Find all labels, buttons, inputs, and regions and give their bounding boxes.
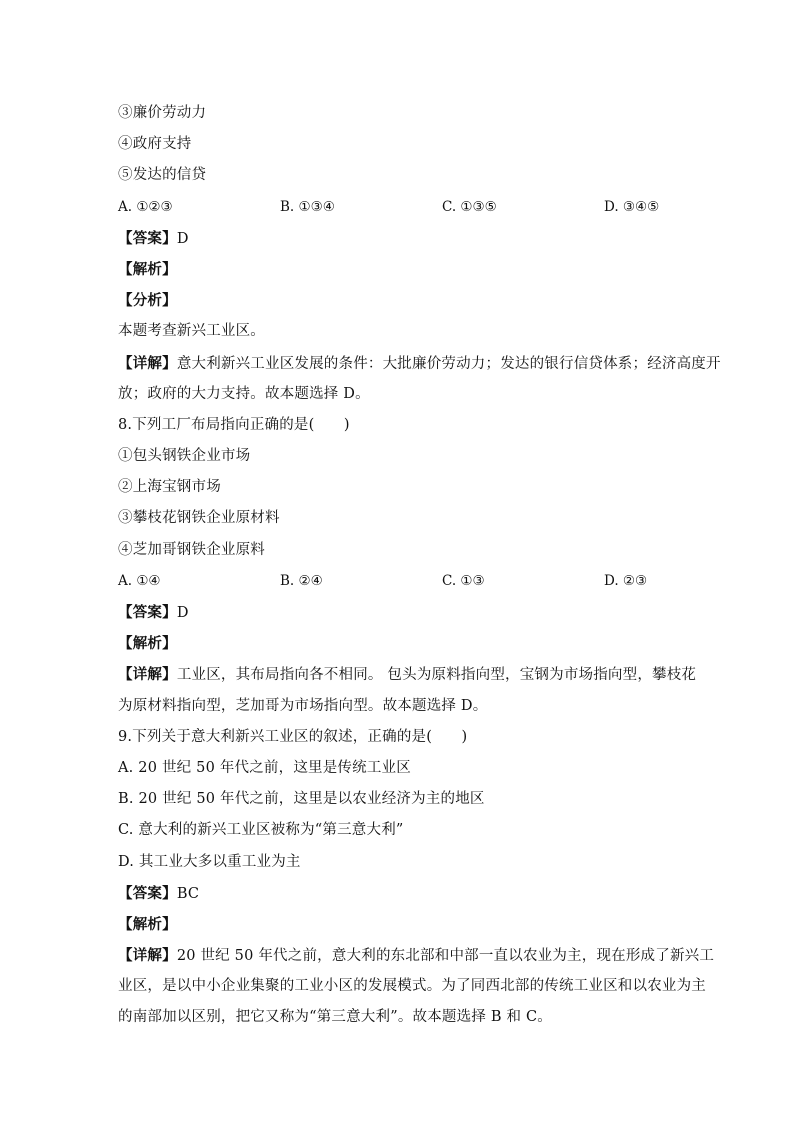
- q7-analysis-tag: 【解析】: [118, 260, 177, 278]
- q8-options: [118, 566, 678, 597]
- detail-tag: 【详解】: [118, 947, 177, 965]
- q8-option-b: B. ②④: [280, 572, 323, 589]
- answer-tag: 【答案】: [118, 884, 177, 902]
- q7-item-4: ④政府支持: [118, 136, 192, 153]
- q9-stem: 9.下列关于意大利新兴工业区的叙述，正确的是( ): [118, 728, 468, 745]
- answer-value: D: [176, 605, 189, 621]
- q7-options: [118, 192, 678, 223]
- q9-detail-line-3: 的南部加以区别，把它又称为“第三意大利”。故本题选择 B 和 C。: [118, 1009, 553, 1026]
- q9-option-c: C. 意大利的新兴工业区被称为“第三意大利”: [118, 822, 404, 839]
- q9-answer: [118, 878, 678, 909]
- detail-tag: 【详解】: [118, 666, 177, 684]
- q8-item-4: ④芝加哥钢铁企业原料: [118, 541, 265, 558]
- q8-option-c: C. ①③: [442, 572, 485, 589]
- q8-analysis-tag: 【解析】: [118, 635, 177, 653]
- q8-stem: 8.下列工厂布局指向正确的是( ): [118, 416, 350, 433]
- q7-answer: [118, 223, 678, 254]
- q9-analysis-tag: 【解析】: [118, 915, 177, 933]
- detail-text: 工业区，其布局指向各不相同。 包头为原料指向型，宝钢为市场指向型，攀枝花: [176, 667, 697, 684]
- q9-option-a: A. 20 世纪 50 年代之前，这里是传统工业区: [118, 759, 411, 776]
- q9-option-d: D. 其工业大多以重工业为主: [118, 853, 301, 870]
- answer-tag: 【答案】: [118, 604, 177, 621]
- q7-option-a: A. ①②③: [118, 198, 173, 215]
- q8-detail-line-1: [118, 659, 697, 690]
- q8-option-d: D. ②③: [604, 572, 648, 589]
- q8-item-3: ③攀枝花钢铁企业原材料: [118, 510, 280, 527]
- q7-detail-line-2: 放；政府的大力支持。故本题选择 D。: [118, 385, 370, 402]
- q8-answer: [118, 597, 678, 628]
- q7-item-3: ③廉价劳动力: [118, 105, 207, 121]
- q8-detail-line-2: 为原材料指向型，芝加哥为市场指向型。故本题选择 D。: [118, 697, 488, 714]
- answer-value: D: [176, 230, 189, 247]
- q7-fenxi-tag: 【分析】: [118, 292, 177, 310]
- detail-text: 20 世纪 50 年代之前，意大利的东北部和中部一直以农业为主，现在形成了新兴工: [176, 948, 715, 965]
- q7-option-d: D. ③④⑤: [604, 198, 660, 215]
- q7-option-c: C. ①③⑤: [442, 198, 497, 215]
- q7-option-b: B. ①③④: [280, 198, 335, 215]
- answer-value: BC: [176, 885, 200, 902]
- q8-option-a: A. ①④: [118, 572, 161, 589]
- q8-item-1: ①包头钢铁企业市场: [118, 448, 251, 465]
- q7-item-5: ⑤发达的信贷: [118, 167, 207, 184]
- q9-option-b: B. 20 世纪 50 年代之前，这里是以农业经济为主的地区: [118, 791, 485, 808]
- detail-tag: 【详解】: [118, 354, 177, 372]
- answer-tag: 【答案】: [118, 229, 177, 247]
- detail-text: 意大利新兴工业区发展的条件：大批廉价劳动力；发达的银行信贷体系；经济高度开: [176, 355, 721, 372]
- q9-detail-line-2: 业区，是以中小企业集聚的工业小区的发展模式。为了同西北部的传统工业区和以农业为主: [118, 978, 706, 995]
- q8-item-2: ②上海宝钢市场: [118, 479, 221, 496]
- q7-fenxi-text: 本题考查新兴工业区。: [118, 323, 265, 340]
- document-page: [118, 98, 721, 1034]
- q7-detail-line-1: [118, 348, 721, 379]
- q9-detail-line-1: [118, 940, 715, 971]
